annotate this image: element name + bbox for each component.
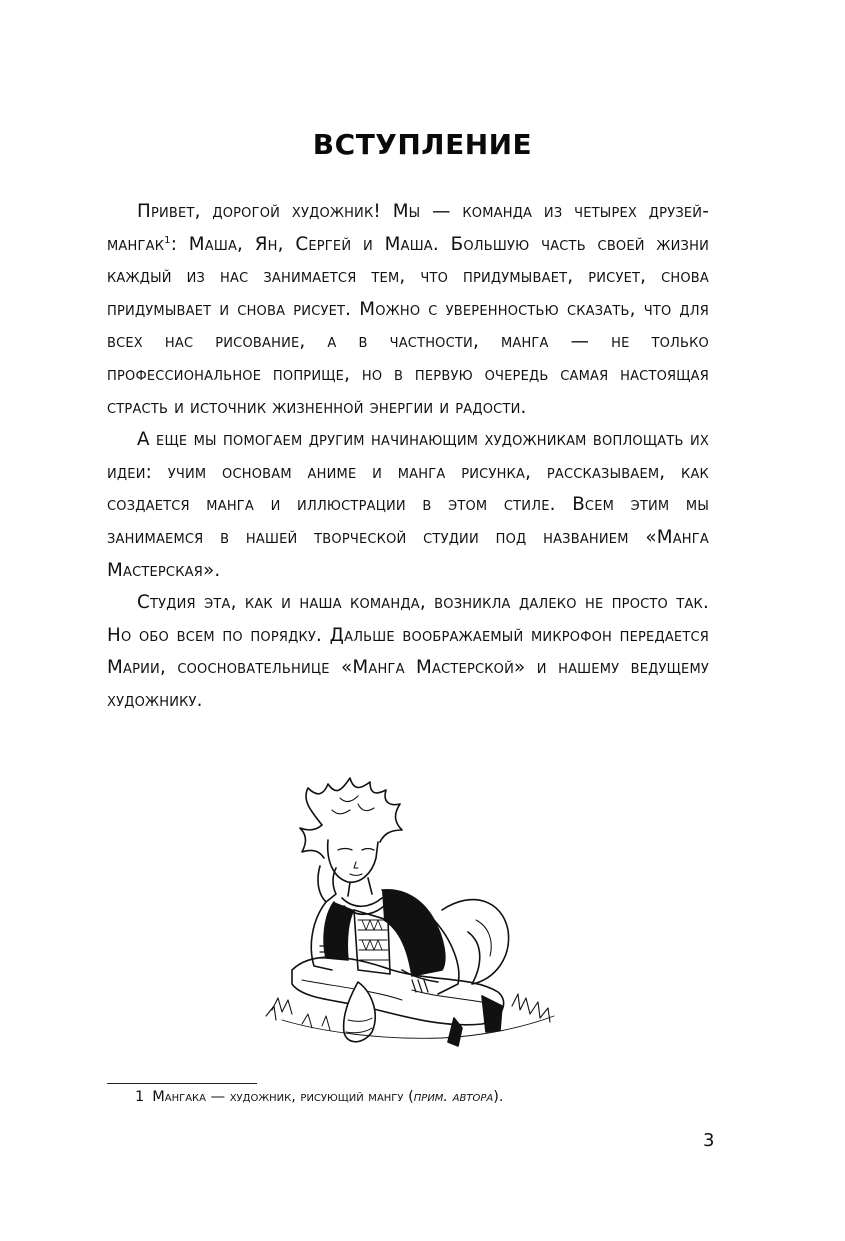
paragraph-1 [107,196,709,424]
paragraph-1-start: Привет, дорогой художник! Мы — команда из четырех друзей-мангак [107,201,709,255]
footnote-number: 1 [135,1089,145,1105]
footnote [135,1089,503,1105]
page-number: 3 [703,1130,715,1151]
paragraph-2: А еще мы помогаем другим начинающим художникам воплощать их идеи: учим основам аниме и манга рисунка, рассказываем, как создается манга и иллюстрации в этом стиле. Всем этим мы занимаемся в нашей творческой студии под названием «Манга Мастерская». [107,429,709,581]
manga-character-illustration [262,770,562,1060]
body-text [107,196,709,718]
footnote-divider [107,1083,257,1084]
footnote-reference[interactable]: 1 [164,234,171,246]
footnote-author-note: прим. автора [413,1089,494,1105]
paragraph-3: Студия эта, как и наша команда, возникла далеко не просто так. Но обо всем по порядку. Дальше воображаемый микрофон передается Марии, соосновательнице «Манга Мастерской» и нашему ведущему художнику. [107,592,709,711]
footnote-text: Мангака — художник, рисующий мангу ( [152,1089,414,1105]
footnote-close: ). [493,1089,504,1105]
paragraph-1-end: : Маша, Ян, Сергей и Маша. Большую часть своей жизни каждый из нас занимается тем, что придумывает, рисует, снова придумывает и снова рисует. Можно с уверенностью сказать, что для всех нас рисование, а в частности, манга — не только профессиональное поприще, но в первую очередь самая настоящая страсть и источник жизненной энергии и радости. [107,233,709,418]
chapter-title: ВСТУПЛЕНИЕ [312,128,533,161]
